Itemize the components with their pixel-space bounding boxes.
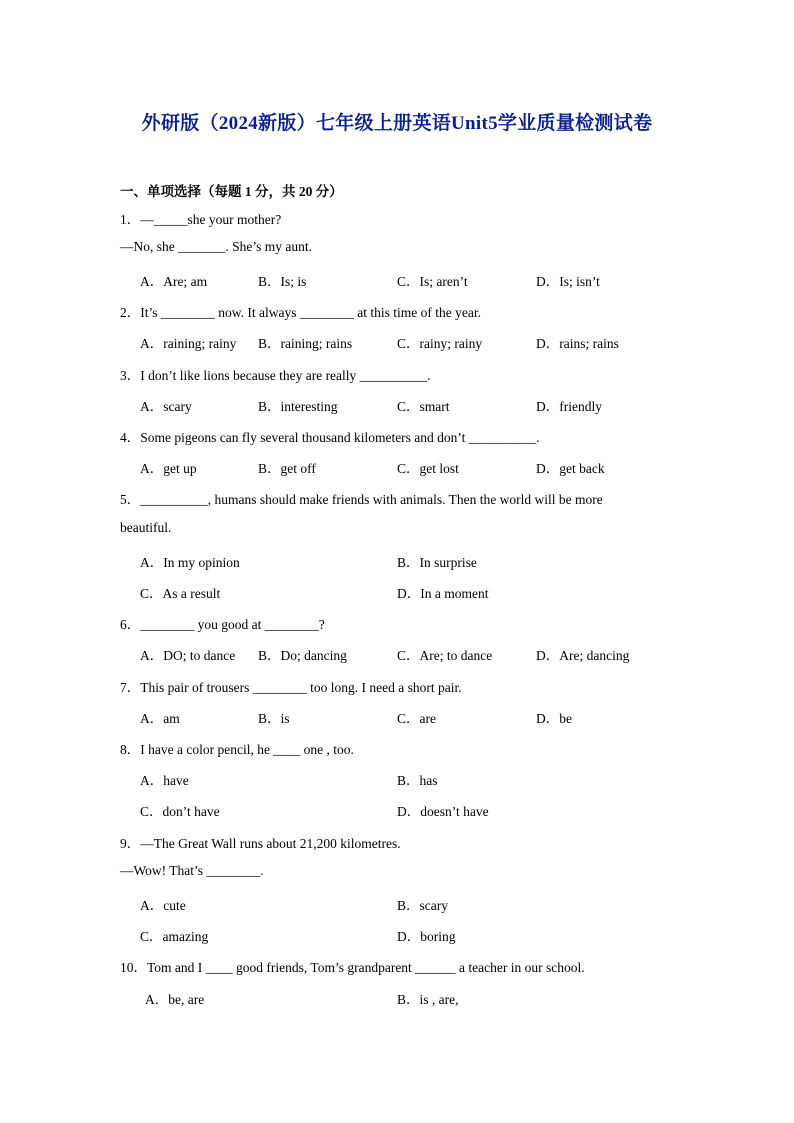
question-8-stem: 8．I have a color pencil, he ____ one , too. — [120, 742, 354, 757]
question-2-option-d: D．rains; rains — [536, 336, 619, 351]
page-title: 外研版（2024新版）七年级上册英语Unit5学业质量检测试卷 — [141, 113, 653, 134]
question-6-option-d: D．Are; dancing — [536, 648, 630, 663]
question-7-stem: 7．This pair of trousers ________ too long. I need a short pair. — [120, 680, 462, 695]
question-4-option-b: B．get off — [258, 461, 316, 476]
question-6-option-a: A．DO; to dance — [140, 648, 236, 663]
question-2-stem: 2．It’s ________ now. It always ________ at this time of the year. — [120, 305, 481, 320]
question-3-option-d: D．friendly — [536, 399, 602, 414]
question-10-option-b: B．is , are, — [397, 992, 459, 1007]
question-7-option-b: B．is — [258, 711, 290, 726]
question-4-option-c: C．get lost — [397, 461, 459, 476]
question-5-option-b: B．In surprise — [397, 555, 477, 570]
question-9-stem-2: —Wow! That’s ________. — [120, 863, 264, 878]
question-2-option-b: B．raining; rains — [258, 336, 353, 351]
question-2-option-a: A．raining; rainy — [140, 336, 237, 351]
question-5-stem: 5．__________, humans should make friends with animals. Then the world will be more — [120, 492, 603, 507]
question-1-option-c: C．Is; aren’t — [397, 274, 468, 289]
question-5-option-d: D．In a moment — [397, 586, 489, 601]
question-7-option-d: D．be — [536, 711, 572, 726]
question-4-option-a: A．get up — [140, 461, 197, 476]
question-1-option-a: A．Are; am — [140, 274, 208, 289]
question-8-option-d: D．doesn’t have — [397, 804, 489, 819]
question-3-option-b: B．interesting — [258, 399, 338, 414]
question-6-option-b: B．Do; dancing — [258, 648, 347, 663]
question-8-option-c: C．don’t have — [140, 804, 220, 819]
question-3-stem: 3．I don’t like lions because they are really __________. — [120, 368, 431, 383]
question-9-option-c: C．amazing — [140, 929, 209, 944]
question-3-option-c: C．smart — [397, 399, 450, 414]
question-1-option-d: D．Is; isn’t — [536, 274, 600, 289]
question-5-stem-2: beautiful. — [120, 520, 172, 535]
question-9-option-a: A．cute — [140, 898, 186, 913]
question-7-option-a: A．am — [140, 711, 180, 726]
question-7-option-c: C．are — [397, 711, 436, 726]
question-2-option-c: C．rainy; rainy — [397, 336, 483, 351]
question-6-option-c: C．Are; to dance — [397, 648, 493, 663]
question-1-stem-2: —No, she _______. She’s my aunt. — [120, 239, 312, 254]
question-6-stem: 6．________ you good at ________? — [120, 617, 325, 632]
question-8-option-b: B．has — [397, 773, 438, 788]
question-5-option-c: C．As a result — [140, 586, 221, 601]
section-heading: 一、单项选择（每题 1 分，共 20 分） — [120, 184, 343, 199]
question-10-stem: 10．Tom and I ____ good friends, Tom’s grandparent ______ a teacher in our school. — [120, 960, 585, 975]
question-3-option-a: A．scary — [140, 399, 192, 414]
question-1-option-b: B．Is; is — [258, 274, 307, 289]
question-1-stem: 1．—_____she your mother? — [120, 212, 282, 227]
question-9-option-d: D．boring — [397, 929, 456, 944]
question-4-stem: 4．Some pigeons can fly several thousand kilometers and don’t __________. — [120, 430, 540, 445]
question-10-option-a: A．be, are — [145, 992, 205, 1007]
question-8-option-a: A．have — [140, 773, 189, 788]
question-5-option-a: A．In my opinion — [140, 555, 240, 570]
question-9-option-b: B．scary — [397, 898, 448, 913]
question-9-stem: 9．—The Great Wall runs about 21,200 kilometres. — [120, 836, 401, 851]
question-4-option-d: D．get back — [536, 461, 605, 476]
